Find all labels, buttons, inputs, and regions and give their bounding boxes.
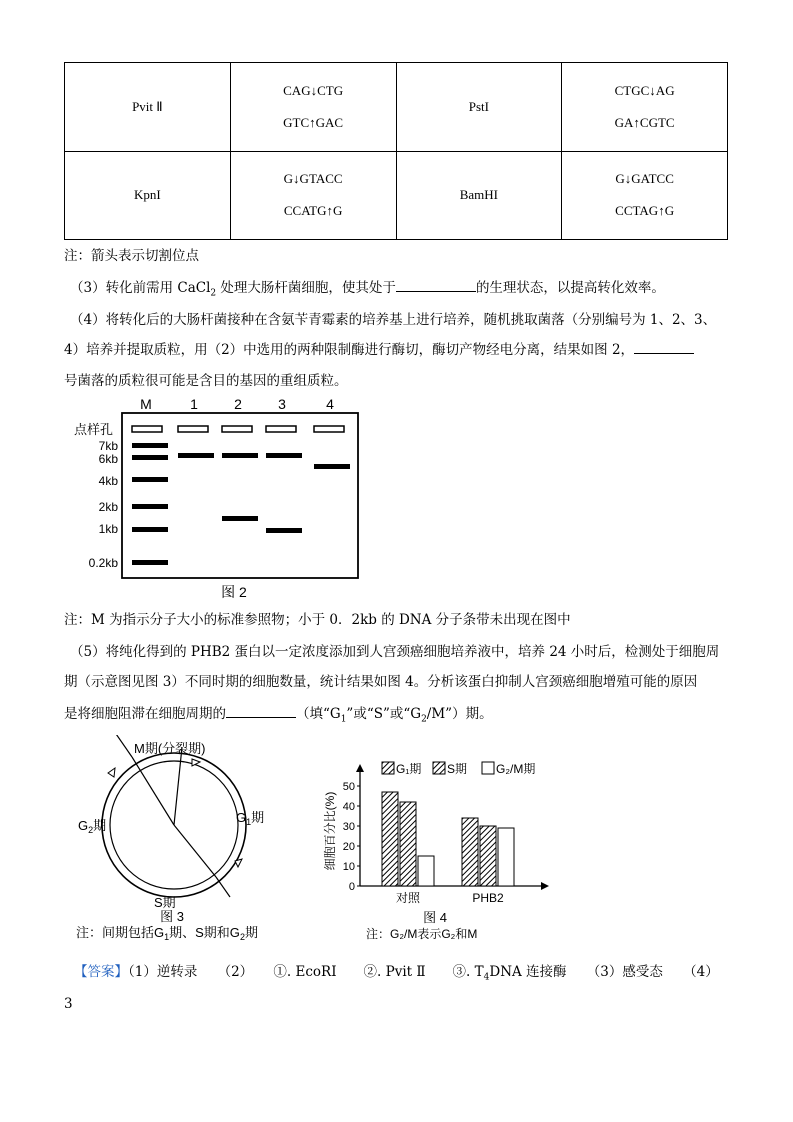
bar-chart: [310, 750, 560, 950]
question-5-line3: 是将细胞阻滞在细胞周期的 （填“$G_1$”或“S”或“$G_2/M$”）期。: [64, 706, 493, 725]
lane-label: 3: [278, 396, 286, 412]
size-label: 6kb: [98, 452, 118, 466]
figure-caption: 图 3: [160, 909, 184, 924]
question-4-line2: 4）培养并提取质粒，用（2）中选用的两种限制酶进行酶切，酶切产物经电分离，结果如图 2，: [64, 340, 694, 360]
band-marker: [132, 527, 168, 532]
well: [314, 426, 344, 432]
well: [178, 426, 208, 432]
question-5-line1: （5）将纯化得到的 PHB2 蛋白以一定浓度添加到人宫颈癌细胞培养液中，培养 24 小时后，检测处于细胞周: [70, 644, 720, 660]
band-lane2: [222, 516, 258, 521]
answer-line: 【答案】（1）逆转录 （2） ①. EcoRI ②. Pvit Ⅱ ③. $T_4DNA$ 连接酶 （3）感受态 （4）: [74, 964, 719, 983]
y-tick-label: 20: [342, 841, 355, 853]
legend-swatch: [382, 762, 394, 774]
table-row: [65, 151, 728, 240]
size-label: 0.2kb: [88, 556, 118, 570]
bar: [498, 828, 514, 886]
cell-cycle-note: 注：间期包括$G_1$期、S期和$G_2$期: [76, 925, 258, 942]
band-lane4: [314, 464, 350, 469]
seq-top: G↓GTACC: [283, 171, 343, 187]
bar: [400, 802, 416, 886]
note-gel: 注：M 为指示分子大小的标准参照物；小于 0．2kb 的 DNA 分子条带未出现在图中: [64, 612, 571, 628]
bar: [382, 792, 398, 886]
band-lane3: [266, 453, 302, 458]
band-marker: [132, 455, 168, 460]
y-tick-label: 10: [342, 861, 355, 873]
lane-label: 2: [234, 396, 242, 412]
gel-figure: [70, 395, 370, 605]
y-axis-arrow: [356, 764, 364, 772]
seq-bottom: GA↑CGTC: [614, 114, 675, 130]
seq-top: CAG↓CTG: [283, 82, 344, 98]
bar: [462, 818, 478, 886]
well: [222, 426, 252, 432]
question-5-line2: 期（示意图见图 3）不同时期的细胞数量，统计结果如图 4。分析该蛋白抑制人宫颈癌细胞增殖可能的原因: [64, 674, 698, 690]
y-tick-label: 30: [342, 821, 355, 833]
note-arrow: 注：箭头表示切割位点: [64, 248, 199, 264]
enzyme-name: KpnI: [65, 151, 231, 240]
band-marker: [132, 443, 168, 448]
seq-bottom: CCTAG↑G: [615, 203, 675, 219]
bar: [480, 826, 496, 886]
legend-label: G₂/M期: [496, 762, 536, 776]
legend-swatch: [433, 762, 445, 774]
legend-swatch: [482, 762, 494, 774]
legend-label: S期: [447, 762, 468, 776]
seq-top: G↓GATCC: [615, 171, 674, 187]
enzyme-name: PstI: [396, 63, 562, 152]
size-label: 7kb: [98, 439, 118, 453]
question-4-line1: （4）将转化后的大肠杆菌接种在含氨苄青霉素的培养基上进行培养，随机挑取菌落（分别编号为 1、2、3、: [70, 312, 717, 328]
chart-note: 注：G₂/M表示G₂和M: [366, 927, 478, 941]
size-label: 1kb: [98, 522, 118, 536]
answer-continued: 3: [64, 996, 73, 1012]
band-lane1: [178, 453, 214, 458]
figure-caption: 图 2: [221, 584, 247, 600]
size-label: 2kb: [98, 500, 118, 514]
enzyme-table: [64, 62, 728, 240]
well: [266, 426, 296, 432]
y-axis-label: 细胞百分比(%): [323, 791, 337, 871]
well: [132, 426, 162, 432]
y-tick-label: 40: [342, 801, 355, 813]
size-label: 4kb: [98, 474, 118, 488]
cell-cycle-figure: [70, 735, 300, 950]
well-label: 点样孔: [74, 422, 114, 437]
band-marker: [132, 504, 168, 509]
question-4-line3: 号菌落的质粒很可能是含目的基因的重组质粒。: [64, 373, 348, 389]
g1-phase-label: $G_1$期: [236, 810, 265, 827]
lane-label: 4: [326, 396, 334, 412]
x-tick-label: PHB2: [472, 891, 504, 905]
enzyme-name: Pvit Ⅱ: [65, 63, 231, 152]
g2-phase-label: $G_2$期: [78, 818, 107, 835]
figure-caption: 图 4: [423, 910, 447, 925]
seq-top: CTGC↓AG: [614, 82, 675, 98]
band-lane2: [222, 453, 258, 458]
seq-bottom: GTC↑GAC: [283, 114, 344, 130]
x-tick-label: 对照: [395, 891, 421, 905]
y-tick-label: 50: [342, 781, 355, 793]
s-phase-label: S期: [154, 895, 176, 910]
band-marker: [132, 560, 168, 565]
y-tick-label: 0: [348, 881, 355, 893]
lane-label: M: [140, 396, 152, 412]
question-3: （3）转化前需用 CaCl$_2$ 处理大肠杆菌细胞，使其处于 的生理状态，以提高转化效率。: [70, 280, 665, 299]
bar: [418, 856, 434, 886]
m-phase-label: M期(分裂期): [134, 741, 206, 756]
answer-label: 【答案】: [74, 964, 128, 980]
enzyme-name: BamHI: [396, 151, 562, 240]
arrow-icon: [108, 768, 115, 777]
table-row: [65, 63, 728, 152]
band-marker: [132, 477, 168, 482]
x-axis-arrow: [541, 882, 549, 890]
seq-bottom: CCATG↑G: [283, 203, 343, 219]
lane-label: 1: [190, 396, 198, 412]
legend-label: G₁期: [396, 762, 422, 776]
arrow-icon: [235, 859, 242, 867]
band-lane3: [266, 528, 302, 533]
